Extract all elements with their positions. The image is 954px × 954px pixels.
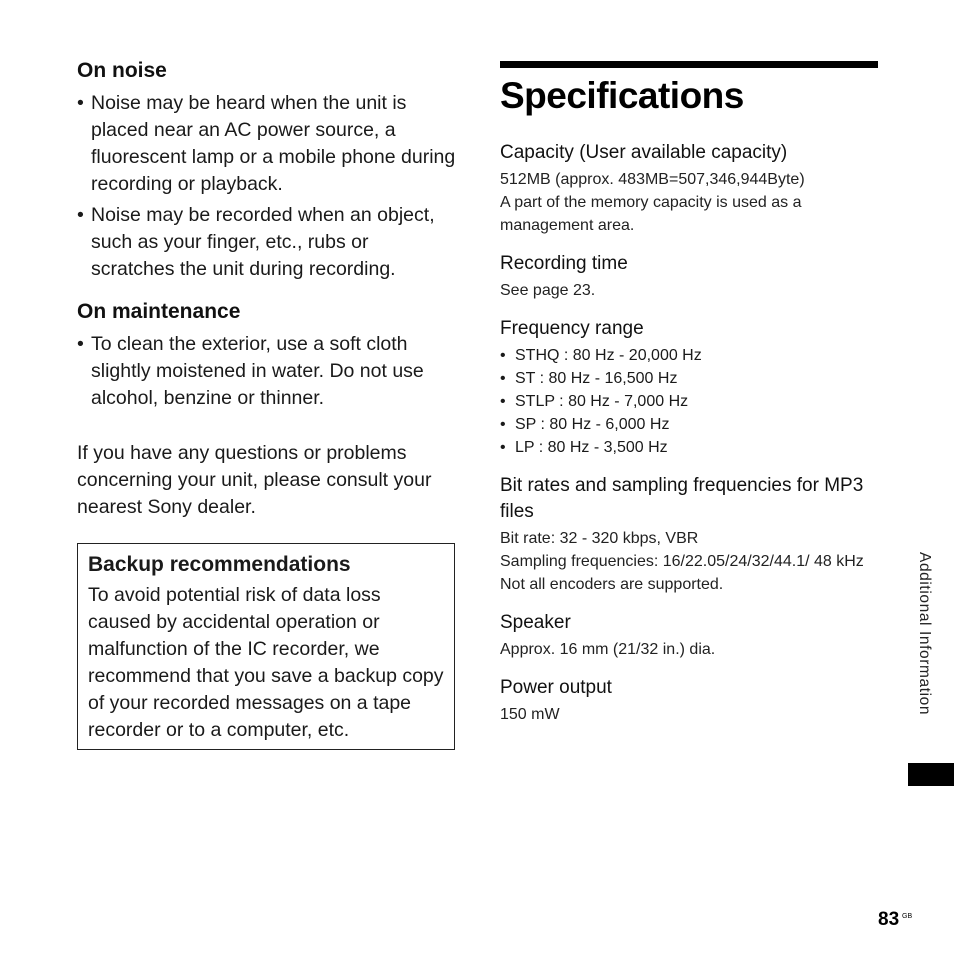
bullet-icon: • (77, 333, 84, 355)
frequency-item (500, 367, 878, 390)
bullet-icon: • (500, 370, 506, 387)
backup-title: Backup recommendations (88, 553, 351, 576)
capacity-value (500, 168, 878, 237)
side-tab-label: Additional Information (916, 552, 933, 716)
bullet-icon: • (500, 439, 506, 456)
spec-speaker (500, 610, 878, 661)
left-column (77, 58, 457, 521)
side-tab-marker (908, 763, 954, 786)
spec-bit-rates (500, 473, 878, 596)
bullet-icon: • (500, 416, 506, 433)
frequency-item-text: LP : 80 Hz - 3,500 Hz (515, 439, 668, 456)
power-output-label: Power output (500, 677, 612, 698)
maintenance-bullet-text: To clean the exterior, use a soft cloth slightly moistened in water. Do not use alcohol, benzine or thinner. (91, 333, 424, 409)
backup-recommendations-box (77, 543, 455, 750)
sampling-frequencies-line: Sampling frequencies: 16/22.05/24/32/44.1/ 48 kHz (500, 553, 864, 570)
title-rule (500, 61, 878, 68)
speaker-value: Approx. 16 mm (21/32 in.) dia. (500, 641, 716, 658)
right-column (500, 61, 878, 726)
maintenance-bullet-1 (77, 331, 457, 412)
spec-frequency-range (500, 316, 878, 459)
spec-power-output (500, 675, 878, 726)
noise-bullet-list (77, 90, 457, 283)
contact-paragraph: If you have any questions or problems concerning your unit, please consult your nearest Sony dealer. (77, 442, 432, 518)
spec-recording-time (500, 251, 878, 302)
frequency-item (500, 436, 878, 459)
bullet-icon: • (77, 92, 84, 114)
power-output-value: 150 mW (500, 706, 560, 723)
backup-text: To avoid potential risk of data loss caused by accidental operation or malfunction of the IC recorder, we recommend that you save a backup copy of your recorded messages on a tape recorder or to a computer, etc. (88, 584, 444, 741)
page-number-suffix: GB (902, 913, 913, 920)
frequency-item-text: STHQ : 80 Hz - 20,000 Hz (515, 347, 702, 364)
bit-rate-line: Bit rate: 32 - 320 kbps, VBR (500, 530, 699, 547)
noise-bullet-text: Noise may be recorded when an object, such as your finger, etc., rubs or scratches the unit during recording. (91, 204, 435, 280)
frequency-item (500, 390, 878, 413)
maintenance-heading: On maintenance (77, 300, 241, 323)
frequency-item (500, 344, 878, 367)
noise-heading: On noise (77, 59, 167, 82)
noise-bullet-text: Noise may be heard when the unit is placed near an AC power source, a fluorescent lamp or a mobile phone during recording or playback. (91, 92, 456, 195)
encoders-note: Not all encoders are supported. (500, 576, 724, 593)
frequency-item-text: SP : 80 Hz - 6,000 Hz (515, 416, 670, 433)
recording-time-value: See page 23. (500, 282, 596, 299)
frequency-list (500, 344, 878, 459)
noise-bullet-2 (77, 202, 457, 283)
noise-bullet-1 (77, 90, 457, 198)
bullet-icon: • (500, 393, 506, 410)
capacity-value-line: 512MB (approx. 483MB=507,346,944Byte) (500, 171, 805, 188)
bit-rates-value (500, 527, 878, 596)
frequency-range-label: Frequency range (500, 318, 644, 339)
page-title: Specifications (500, 75, 744, 116)
frequency-item-text: ST : 80 Hz - 16,500 Hz (515, 370, 678, 387)
page-number: 83 (878, 909, 900, 930)
bullet-icon: • (500, 347, 506, 364)
speaker-label: Speaker (500, 612, 571, 633)
capacity-label: Capacity (User available capacity) (500, 142, 788, 163)
maintenance-bullet-list (77, 331, 457, 412)
frequency-item (500, 413, 878, 436)
recording-time-label: Recording time (500, 253, 628, 274)
capacity-note: A part of the memory capacity is used as a management area. (500, 194, 802, 234)
frequency-item-text: STLP : 80 Hz - 7,000 Hz (515, 393, 689, 410)
spec-capacity (500, 140, 878, 237)
bullet-icon: • (77, 204, 84, 226)
bit-rates-label: Bit rates and sampling frequencies for MP3 files (500, 475, 864, 522)
